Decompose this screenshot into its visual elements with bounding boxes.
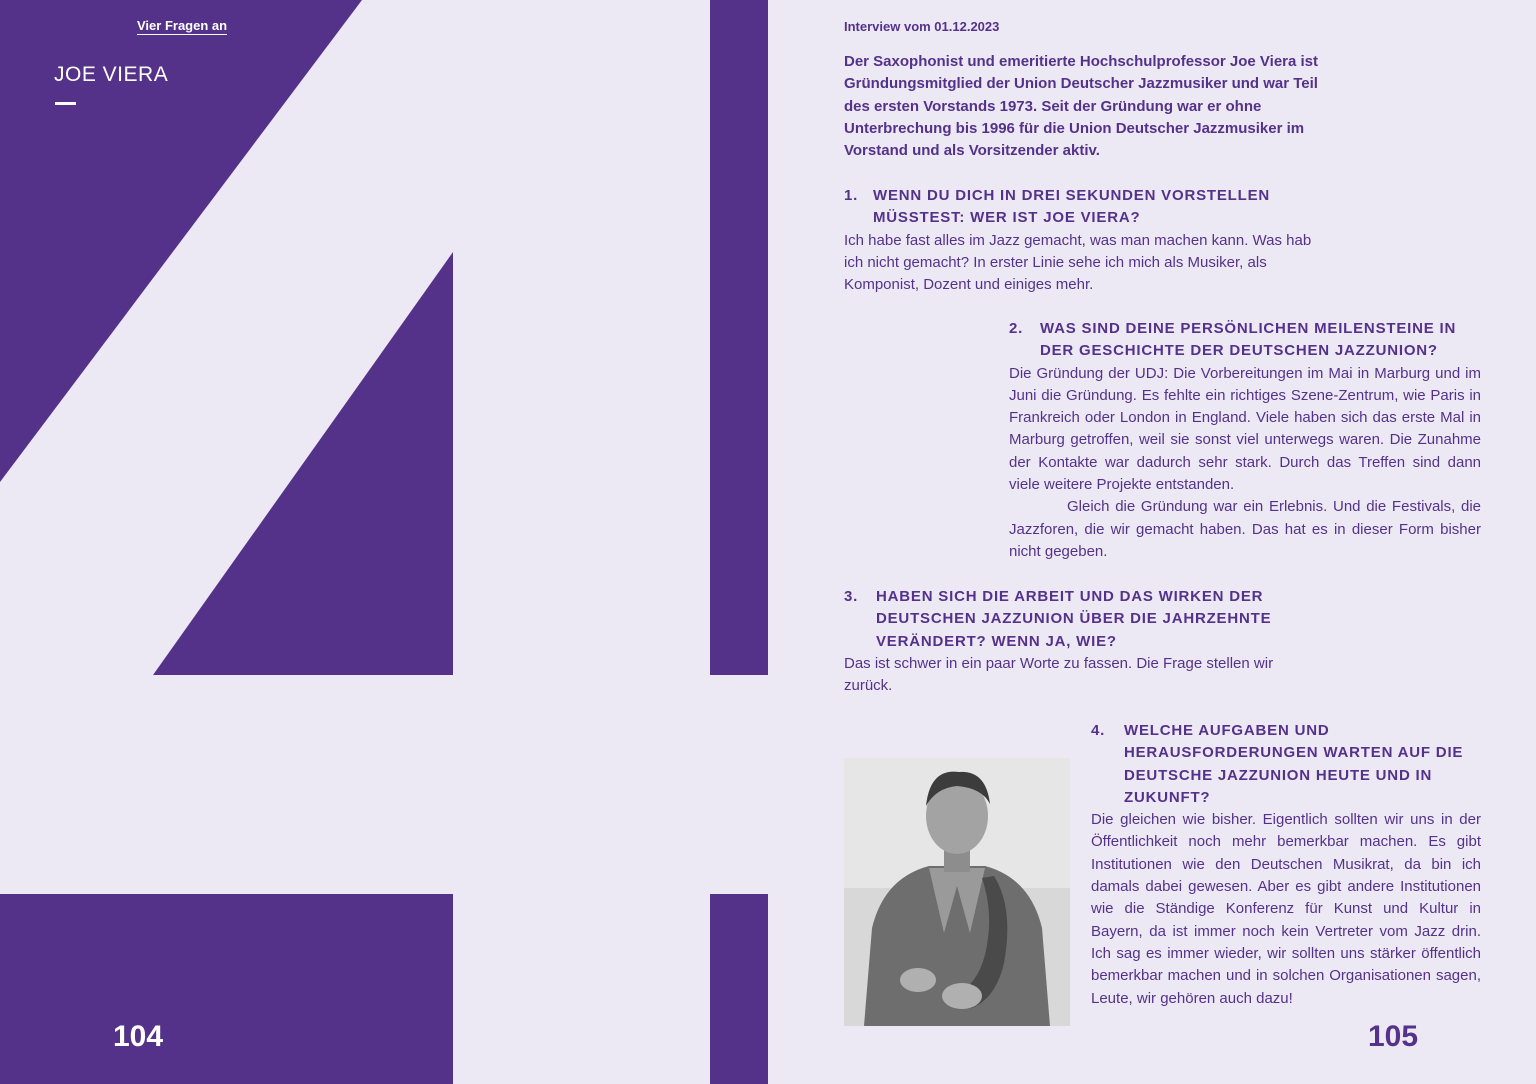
question-block-1 xyxy=(844,185,1314,296)
answer-text xyxy=(844,230,1314,297)
answer-paragraph: Die gleichen wie bisher. Eigentlich sollten wir uns in der Öffentlichkeit noch mehr bemerkbar machen. Es gibt Institutionen wie den Deutschen Musikrat, da bin ich damals dabei gewesen. Aber es gibt andere Institutionen wie die Ständige Konferenz für Kunst und Kultur in Bayern, da ist immer noch kein Vertreter vom Jazz drin. Ich sag es immer wieder, wir sollten uns stärker öffentlich bemerkbar machen und in solchen Organisationen sagen, Leute, wir gehören auch dazu! xyxy=(1091,811,1481,1007)
question-heading xyxy=(844,185,1314,230)
four-inner-triangle xyxy=(153,252,453,675)
interviewee-name: JOE VIERA xyxy=(54,63,169,86)
question-number: 4. xyxy=(1091,722,1106,739)
question-block-3 xyxy=(844,586,1324,697)
question-text: WAS SIND DEINE PERSÖNLICHEN MEILENSTEINE IN DER GESCHICHTE DER DEUTSCHEN JAZZUNION? xyxy=(1040,320,1457,360)
intro-paragraph: Der Saxophonist und emeritierte Hochschulprofessor Joe Viera ist Gründungsmitglied der Union Deutscher Jazzmusiker und war Teil des ersten Vorstands 1973. Seit der Gründung war er ohne Unterbrechung bis 1996 für die Union Deutscher Jazzmusiker im Vorstand und als Vorsitzender aktiv. xyxy=(844,53,1319,160)
answer-paragraph: Die Gründung der UDJ: Die Vorbereitungen im Mai in Marburg und im Juni die Gründung. Es fehlte ein richtiges Szene-Zentrum, wie Paris in Frankreich oder London in England. Viele haben sich das erste Mal in Marburg getroffen, weil sie sonst viel unterwegs waren. Die Zunahme der Kontakte war dadurch sehr stark. Durch das Treffen sind dann viele weitere Projekte entstanden. xyxy=(1009,364,1481,494)
portrait-photo xyxy=(844,758,1070,1026)
four-vertical-stem-top xyxy=(710,0,768,675)
interview-date: Interview vom 01.12.2023 xyxy=(844,19,1000,34)
question-heading xyxy=(1091,720,1481,809)
question-number: 1. xyxy=(844,187,859,204)
four-bottom-block xyxy=(0,894,453,1084)
question-text: WENN DU DICH IN DREI SEKUNDEN VORSTELLEN MÜSSTEST: WER IST JOE VIERA? xyxy=(873,187,1271,227)
question-number: 2. xyxy=(1009,320,1024,337)
question-heading xyxy=(844,586,1324,653)
question-block-4 xyxy=(1091,720,1481,1010)
answer-text xyxy=(844,653,1324,698)
name-divider xyxy=(55,102,76,105)
question-block-2 xyxy=(1009,318,1481,563)
question-text: HABEN SICH DIE ARBEIT UND DAS WIRKEN DER DEUTSCHEN JAZZUNION ÜBER DIE JAHRZEHNTE VERÄNDERT? WENN JA, WIE? xyxy=(876,588,1272,650)
question-heading xyxy=(1009,318,1481,363)
answer-paragraph: Gleich die Gründung war ein Erlebnis. Und die Festivals, die Jazzforen, die wir gemacht haben. Das hat es in dieser Form bisher nicht gegeben. xyxy=(1009,498,1481,560)
answer-text xyxy=(1091,809,1481,1010)
answer-text xyxy=(1009,363,1481,564)
page-number-left: 104 xyxy=(113,1020,164,1053)
four-vertical-stem-bottom xyxy=(710,894,768,1084)
question-number: 3. xyxy=(844,588,859,605)
page-number-right: 105 xyxy=(1368,1020,1419,1053)
answer-paragraph: Das ist schwer in ein paar Worte zu fassen. Die Frage stellen wir zurück. xyxy=(844,654,1274,695)
series-kicker: Vier Fragen an xyxy=(137,18,228,33)
portrait-illustration xyxy=(844,758,1070,1026)
question-text: WELCHE AUFGABEN UND HERAUSFORDERUNGEN WARTEN AUF DIE DEUTSCHE JAZZUNION HEUTE UND IN ZUKUNFT? xyxy=(1124,722,1464,806)
answer-paragraph: Ich habe fast alles im Jazz gemacht, was man machen kann. Was hab ich nicht gemacht? In erster Linie sehe ich mich als Musiker, als Komponist, Dozent und einiges mehr. xyxy=(844,231,1312,294)
